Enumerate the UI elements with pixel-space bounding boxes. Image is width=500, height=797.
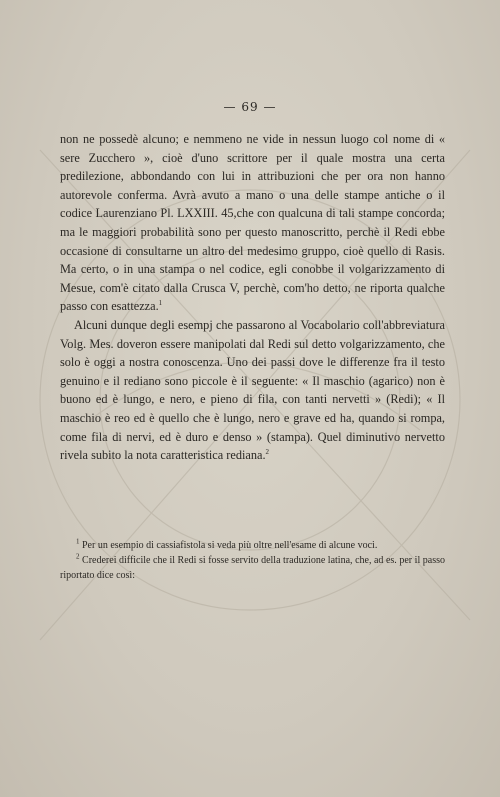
footnote-2 (60, 553, 445, 583)
paragraph-2 (60, 316, 445, 465)
paragraph-2-text: Alcuni dunque degli esempj che passarono al Vocabolario coll'abbreviatura Volg. Mes. doveron essere manipolati dal Redi sul detto volgarizzamento, che solo è oggi a nostra conoscenza. Uno dei passi dove le differenze fra il testo genuino e il rediano sono piccole è il seguente: « Il maschio (agarico) non è buono ed è lungo, e nero, e pieno di fila, con tanti nervetti » (Redi); « Il maschio è reo ed è quello che è lungo, nero e grave ed ha, quando si rompa, come fila di nervi, ed è duro e denso » (stampa). Quel diminutivo nervetto rivela subito la nota caratteristica rediana. (60, 317, 445, 463)
body-text (60, 130, 445, 465)
footnote-ref-1: 1 (158, 299, 163, 308)
footnote-mark-1: 1 (76, 537, 80, 546)
footnote-mark-2: 2 (76, 552, 80, 561)
paragraph-1 (60, 130, 445, 316)
footnotes (60, 538, 445, 584)
page-number: — 69 — (223, 100, 277, 114)
paragraph-1-text: non ne possedè alcuno; e nemmeno ne vide in nessun luogo col nome di « sere Zucchero », cioè d'uno scrittore per il quale mostra una certa predilezione, abbondando con lui in attribuzioni che per ora non hanno autorevole conferma. Avrà avuto a mano o una delle stampe antiche o il codice Laurenziano Pl. LXXIII. 45,che con qualcuna di tali stampe concorda; ma le maggiori probabilità sono per questo manoscritto, perchè il Redi ebbe occasione di consultarne un altro del medesimo gruppo, cioè quello di Rasis. Ma certo, o in una stampa o nel codice, egli conobbe il volgarizzamento di Mesue, com'è citato dalla Crusca V, perchè, com'ho detto, ne riporta qualche passo con esattezza. (60, 132, 445, 314)
footnote-2-text: Crederei difficile che il Redi si fosse servito della traduzione latina, che, ad es. per il passo riportato dice così: (60, 555, 445, 582)
footnote-1-text: Per un esempio di cassiafistola si veda più oltre nell'esame di alcune voci. (82, 540, 378, 551)
footnote-ref-2: 2 (265, 448, 270, 456)
footnote-1 (60, 538, 445, 553)
